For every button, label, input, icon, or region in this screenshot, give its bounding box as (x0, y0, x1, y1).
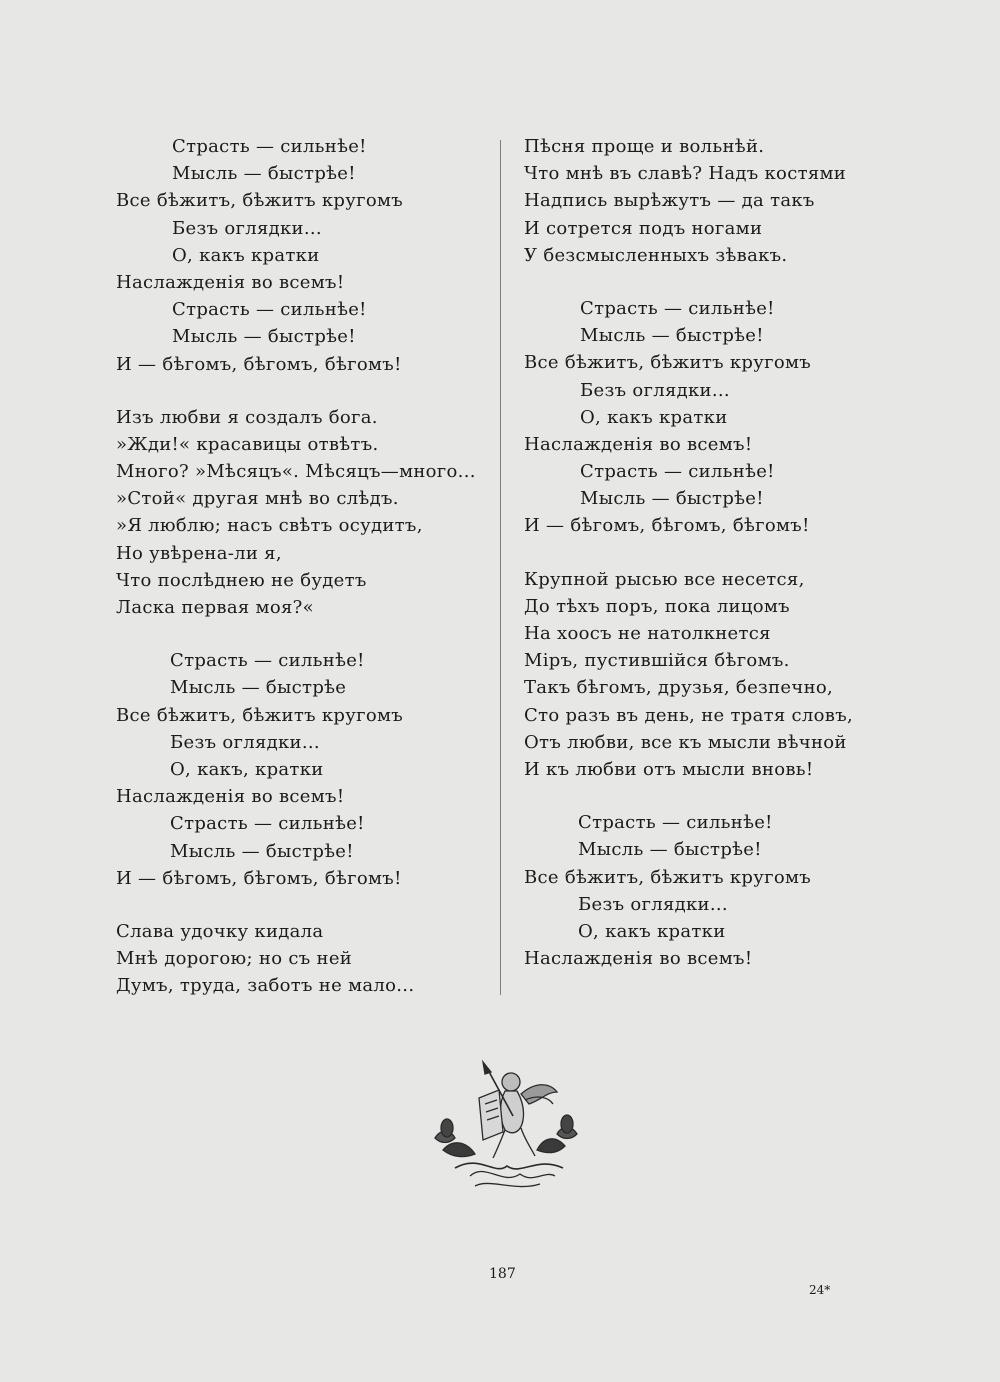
poem-line: Слава удочку кидала (116, 920, 324, 942)
poem-line: Мысль — быстрѣе (170, 677, 347, 699)
poem-line: Но увѣрена-ли я, (116, 542, 282, 564)
poem-line: Надпись вырѣжутъ — да такъ (524, 190, 815, 212)
poem-line: Страсть — сильнѣе! (172, 136, 367, 157)
poem-line: Мысль — быстрѣе! (580, 325, 764, 347)
poem-line: Мысль — быстрѣе! (580, 488, 764, 510)
stanza-verse-4 (524, 566, 896, 784)
poem-line: Что послѣднею не будетъ (116, 569, 367, 591)
poem-line: Изъ любви я создалъ бога. (116, 406, 378, 428)
poem-line: Безъ оглядки... (170, 731, 320, 753)
poem-line: Много? »Мѣсяцъ«. Мѣсяцъ—много... (116, 461, 476, 483)
poem-line: На хоосъ не натолкнется (524, 623, 771, 644)
right-column (524, 133, 896, 998)
poem-line: Безъ оглядки... (580, 379, 730, 401)
poem-line: Отъ любви, все къ мысли вѣчной (524, 731, 847, 753)
poem-line: Міръ, пустившійся бѣгомъ. (524, 650, 790, 672)
poem-line: Думъ, труда, заботъ не мало... (116, 975, 415, 997)
poem-line: Страсть — сильнѣе! (172, 299, 367, 321)
poem-line: »Я люблю; насъ свѣтъ осудитъ, (116, 515, 423, 537)
poem-line: До тѣхъ поръ, пока лицомъ (524, 595, 790, 617)
poem-line: Крупной рысью все несется, (524, 568, 805, 590)
stanza-verse-3 (524, 133, 896, 269)
left-column (116, 133, 492, 1025)
poem-line: Наслажденія во всемъ! (116, 786, 345, 808)
poem-line: Пѣсня проще и вольнѣй. (524, 136, 765, 157)
poem-line: Все бѣжитъ, бѣжитъ кругомъ (116, 190, 404, 212)
poem-line: О, какъ кратки (172, 244, 320, 266)
poem-line: И — бѣгомъ, бѣгомъ, бѣгомъ! (116, 353, 402, 375)
page-number: 187 (489, 1266, 516, 1282)
poem-line: »Жди!« красавицы отвѣтъ. (116, 433, 379, 455)
poem-line: О, какъ, кратки (170, 758, 324, 780)
poem-line: Все бѣжитъ, бѣжитъ кругомъ (116, 704, 404, 726)
column-divider (500, 140, 501, 995)
stanza-refrain-1 (116, 133, 492, 378)
cupid-vignette-ornament (425, 1058, 590, 1196)
poem-line: О, какъ кратки (578, 920, 726, 942)
poem-line: И сотрется подъ ногами (524, 217, 763, 239)
poem-line: И — бѣгомъ, бѣгомъ, бѣгомъ! (116, 867, 402, 889)
poem-line: Наслажденія во всемъ! (116, 271, 345, 293)
poem-line: Наслажденія во всемъ! (524, 948, 753, 970)
poem-line: Мысль — быстрѣе! (170, 840, 354, 862)
poem-line: Мысль — быстрѣе! (172, 163, 356, 185)
poem-line: Страсть — сильнѣе! (170, 650, 365, 672)
poem-line: Безъ оглядки... (172, 217, 322, 239)
poem-line: Страсть — сильнѣе! (170, 813, 365, 835)
poem-line: Безъ оглядки... (578, 893, 728, 915)
stanza-refrain-2 (116, 647, 492, 892)
poem-line: Все бѣжитъ, бѣжитъ кругомъ (524, 866, 812, 888)
stanza-verse-1 (116, 404, 492, 622)
poem-line: Страсть — сильнѣе! (580, 297, 775, 319)
poem-line: Такъ бѣгомъ, друзья, безпечно, (524, 677, 834, 699)
stanza-refrain-3 (524, 295, 896, 540)
poem-line: О, какъ кратки (580, 406, 728, 428)
poem-line: У безсмысленныхъ зѣвакъ. (524, 244, 788, 266)
poem-line: И — бѣгомъ, бѣгомъ, бѣгомъ! (524, 515, 810, 537)
poem-line: Страсть — сильнѣе! (580, 461, 775, 483)
poem-line: Мысль — быстрѣе! (578, 839, 762, 861)
poem-line: Страсть — сильнѣе! (578, 812, 773, 834)
poem-line: »Стой« другая мнѣ во слѣдъ. (116, 488, 399, 510)
stanza-verse-2 (116, 918, 492, 1000)
stanza-refrain-4 (524, 809, 896, 972)
poem-line: Сто разъ въ день, не тратя словъ, (524, 704, 853, 726)
poem-line: Ласка первая моя?« (116, 597, 314, 618)
poem-line: Наслажденія во всемъ! (524, 433, 753, 455)
poem-line: И къ любви отъ мысли вновь! (524, 758, 814, 780)
poem-line: Мысль — быстрѣе! (172, 326, 356, 348)
signature-mark: 24* (809, 1283, 831, 1297)
poem-line: Мнѣ дорогою; но съ ней (116, 948, 353, 970)
poem-line: Все бѣжитъ, бѣжитъ кругомъ (524, 352, 812, 374)
poem-line: Что мнѣ въ славѣ? Надъ костями (524, 163, 847, 185)
